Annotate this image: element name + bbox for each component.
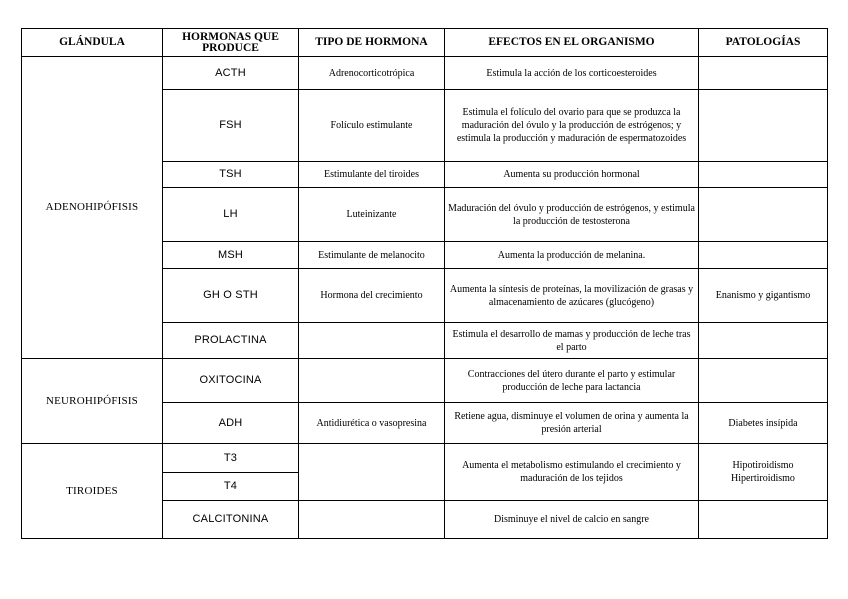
type-cell: Antidiurética o vasopresina (299, 403, 445, 444)
hormone-cell: FSH (163, 90, 299, 162)
hormone-cell: OXITOCINA (163, 359, 299, 403)
header-hormonas: HORMONAS QUE PRODUCE (163, 29, 299, 57)
hormone-cell: T3 (163, 444, 299, 473)
gland-adenohipofisis: ADENOHIPÓFISIS (22, 57, 163, 359)
effect-cell: Estimula el folículo del ovario para que se produzca la maduración del óvulo y la producción de estrógenos; y estimula la producción y maduración de espermatozoides (445, 90, 699, 162)
pathology-line: Hipertiroidismo (731, 473, 795, 484)
hormone-cell: ACTH (163, 57, 299, 90)
type-cell: Estimulante del tiroides (299, 162, 445, 188)
effect-cell: Aumenta la producción de melanina. (445, 242, 699, 269)
pathology-cell (699, 57, 828, 90)
effect-cell: Aumenta el metabolismo estimulando el crecimiento y maduración de los tejidos (445, 444, 699, 501)
effect-cell: Contracciones del útero durante el parto y estimular producción de leche para lactancia (445, 359, 699, 403)
pathology-cell (699, 188, 828, 242)
effect-cell: Maduración del óvulo y producción de estrógenos, y estimula la producción de testosterona (445, 188, 699, 242)
hormone-cell: GH O STH (163, 269, 299, 323)
hormone-cell: TSH (163, 162, 299, 188)
header-efectos: EFECTOS EN EL ORGANISMO (445, 29, 699, 57)
hormones-table (21, 28, 828, 539)
hormone-cell: T4 (163, 473, 299, 501)
gland-neurohipofisis: NEUROHIPÓFISIS (22, 359, 163, 444)
type-cell (299, 359, 445, 403)
pathology-cell (699, 359, 828, 403)
hormone-cell: LH (163, 188, 299, 242)
hormone-cell: MSH (163, 242, 299, 269)
type-cell: Adrenocorticotrópica (299, 57, 445, 90)
effect-cell: Aumenta la síntesis de proteínas, la movilización de grasas y almacenamiento de azúcares (glucógeno) (445, 269, 699, 323)
pathology-cell (699, 323, 828, 359)
type-cell: Estimulante de melanocito (299, 242, 445, 269)
hormone-cell: CALCITONINA (163, 501, 299, 539)
header-tipo: TIPO DE HORMONA (299, 29, 445, 57)
header-patologias: PATOLOGÍAS (699, 29, 828, 57)
hormone-cell: ADH (163, 403, 299, 444)
pathology-cell (699, 90, 828, 162)
table-row (22, 57, 828, 90)
table-header-row (22, 29, 828, 57)
hormone-cell: PROLACTINA (163, 323, 299, 359)
type-cell (299, 444, 445, 501)
pathology-cell: Enanismo y gigantismo (699, 269, 828, 323)
effect-cell: Estimula la acción de los corticoesteroides (445, 57, 699, 90)
pathology-cell (699, 501, 828, 539)
pathology-cell (699, 242, 828, 269)
table-row (22, 359, 828, 403)
type-cell: Hormona del crecimiento (299, 269, 445, 323)
type-cell: Folículo estimulante (299, 90, 445, 162)
pathology-line: Hipotiroidismo (732, 460, 794, 471)
effect-cell: Aumenta su producción hormonal (445, 162, 699, 188)
pathology-cell (699, 444, 828, 501)
header-glandula: GLÁNDULA (22, 29, 163, 57)
type-cell: Luteinizante (299, 188, 445, 242)
pathology-cell: Diabetes insípida (699, 403, 828, 444)
effect-cell: Estimula el desarrollo de mamas y producción de leche tras el parto (445, 323, 699, 359)
effect-cell: Disminuye el nivel de calcio en sangre (445, 501, 699, 539)
table-row (22, 444, 828, 473)
pathology-cell (699, 162, 828, 188)
gland-tiroides: TIROIDES (22, 444, 163, 539)
type-cell (299, 501, 445, 539)
effect-cell: Retiene agua, disminuye el volumen de orina y aumenta la presión arterial (445, 403, 699, 444)
type-cell (299, 323, 445, 359)
